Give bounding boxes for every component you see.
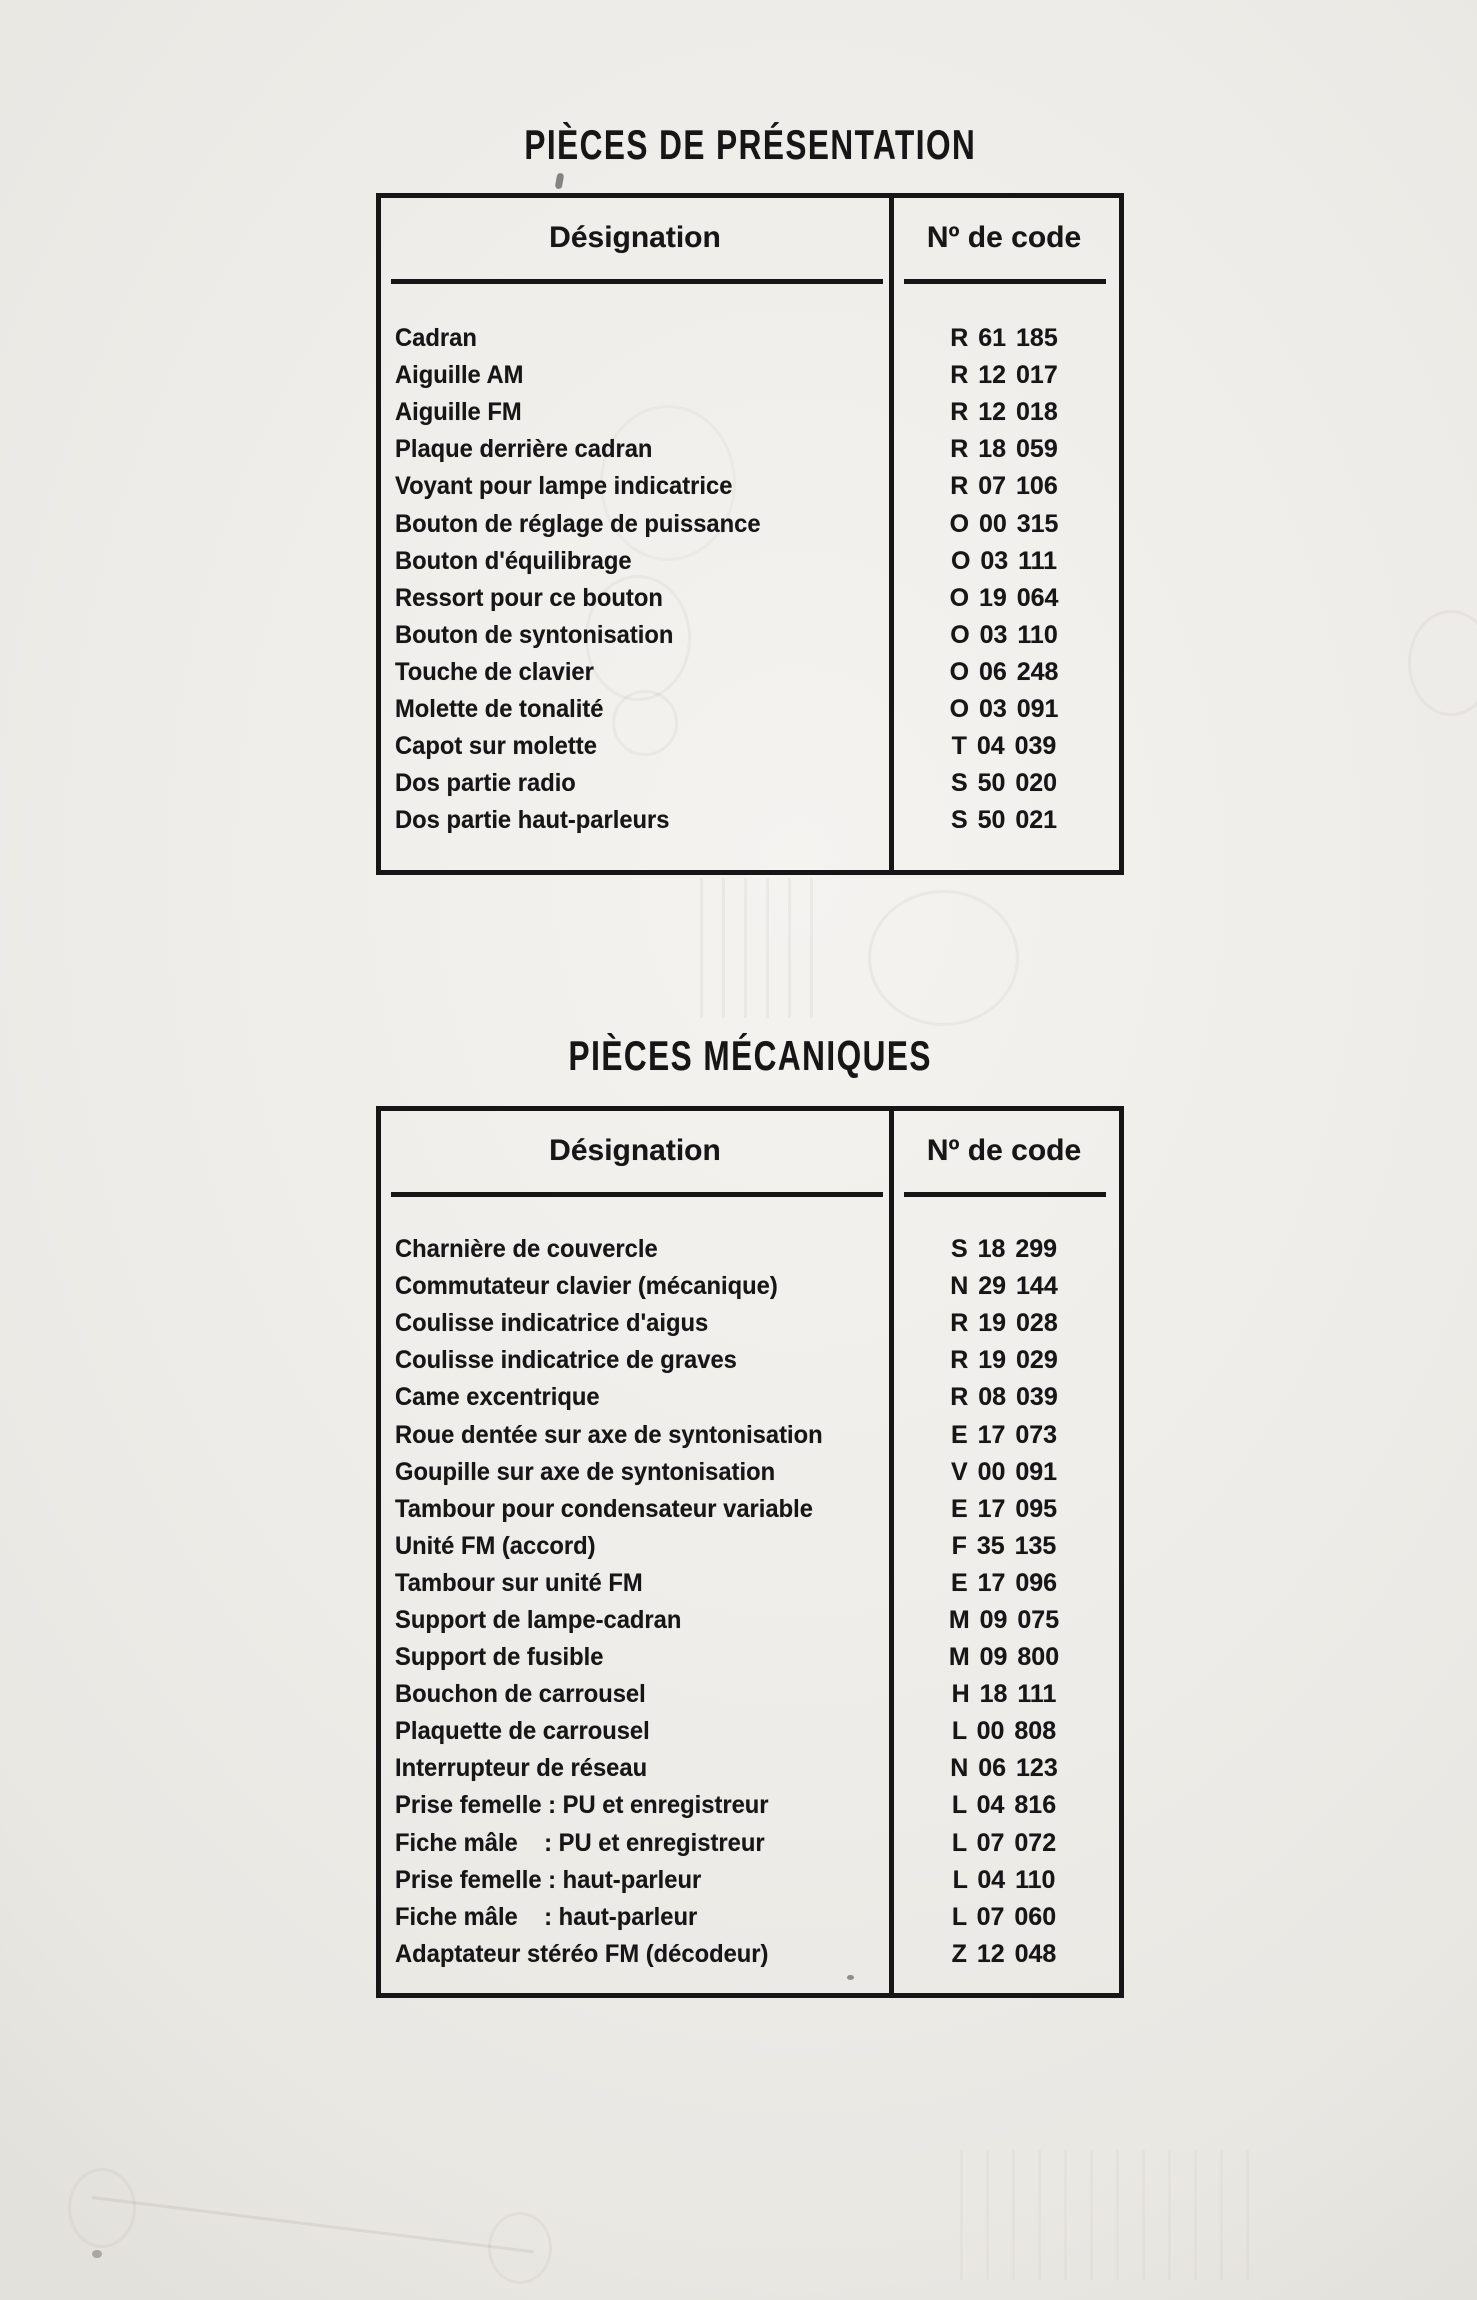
code-text: R 07 106 <box>950 472 1058 501</box>
table-row <box>381 431 1119 468</box>
code-cell <box>889 1606 1119 1635</box>
table-row <box>381 1936 1119 1973</box>
designation-cell <box>381 658 889 687</box>
table-row <box>381 394 1119 431</box>
table-header-row <box>381 1111 1119 1191</box>
code-cell <box>889 472 1119 501</box>
code-text: V 00 091 <box>950 1457 1058 1486</box>
table-row <box>381 1565 1119 1602</box>
table-row <box>381 1862 1119 1899</box>
table-row <box>381 1787 1119 1824</box>
designation-text: Support de lampe-cadran <box>395 1605 682 1634</box>
designation-cell <box>381 1383 889 1412</box>
table-row <box>381 654 1119 691</box>
designation-text: Fiche mâle : haut-parleur <box>395 1902 698 1931</box>
code-cell <box>889 584 1119 613</box>
code-text: O 06 248 <box>949 657 1059 686</box>
designation-cell <box>381 1235 889 1264</box>
code-cell <box>889 1346 1119 1375</box>
code-cell <box>889 398 1119 427</box>
code-cell <box>889 1458 1119 1487</box>
table-row <box>381 1825 1119 1862</box>
column-header-designation: Désignation <box>549 221 721 254</box>
table-row <box>381 1899 1119 1936</box>
designation-cell <box>381 1754 889 1783</box>
table-row <box>381 320 1119 357</box>
designation-cell <box>381 1903 889 1932</box>
code-cell <box>889 361 1119 390</box>
designation-text: Tambour sur unité FM <box>395 1568 643 1597</box>
code-text: E 17 096 <box>950 1568 1058 1597</box>
code-text: S 50 020 <box>950 769 1058 798</box>
code-cell <box>889 435 1119 464</box>
designation-cell <box>381 472 889 501</box>
parts-table <box>376 1106 1124 1998</box>
code-text: E 17 095 <box>950 1494 1058 1523</box>
designation-cell <box>381 361 889 390</box>
code-cell <box>889 1309 1119 1338</box>
code-cell <box>889 1569 1119 1598</box>
table-row <box>381 1454 1119 1491</box>
designation-text: Touche de clavier <box>395 657 594 686</box>
code-cell <box>889 695 1119 724</box>
table-row <box>381 1639 1119 1676</box>
code-cell <box>889 1829 1119 1858</box>
designation-text: Aiguille FM <box>395 398 522 427</box>
code-cell <box>889 324 1119 353</box>
header-rule-code <box>904 279 1106 284</box>
designation-cell <box>381 398 889 427</box>
designation-cell <box>381 1272 889 1301</box>
ghost-artifact <box>960 2150 1260 2280</box>
code-text: R 18 059 <box>950 435 1058 464</box>
code-text: R 12 018 <box>950 398 1058 427</box>
designation-cell <box>381 435 889 464</box>
designation-text: Coulisse indicatrice d'aigus <box>395 1309 709 1338</box>
designation-cell <box>381 1495 889 1524</box>
code-cell <box>889 547 1119 576</box>
table-row <box>381 1676 1119 1713</box>
column-header-code: Nº de code <box>926 1134 1082 1167</box>
designation-cell <box>381 1532 889 1561</box>
designation-cell <box>381 1606 889 1635</box>
code-text: L 07 060 <box>951 1902 1057 1931</box>
code-text: L 04 110 <box>952 1865 1056 1894</box>
designation-text: Unité FM (accord) <box>395 1531 596 1560</box>
code-text: R 19 029 <box>950 1346 1058 1375</box>
table-row <box>381 1379 1119 1416</box>
designation-cell <box>381 547 889 576</box>
code-cell <box>889 1866 1119 1895</box>
designation-cell <box>381 1829 889 1858</box>
code-text: F 35 135 <box>951 1531 1057 1560</box>
code-cell <box>889 1680 1119 1709</box>
designation-text: Plaque derrière cadran <box>395 435 653 464</box>
code-text: N 06 123 <box>950 1754 1058 1783</box>
code-cell <box>889 658 1119 687</box>
code-text: E 17 073 <box>950 1420 1058 1449</box>
designation-text: Came excentrique <box>395 1383 600 1412</box>
designation-text: Prise femelle : haut-parleur <box>395 1865 702 1894</box>
code-text: M 09 075 <box>948 1605 1060 1634</box>
code-cell <box>889 1940 1119 1969</box>
code-text: T 04 039 <box>951 732 1057 761</box>
designation-text: Bouton de réglage de puissance <box>395 509 761 538</box>
code-text: R 12 017 <box>950 361 1058 390</box>
table-row <box>381 468 1119 505</box>
table-rows <box>381 1231 1119 1973</box>
designation-text: Coulisse indicatrice de graves <box>395 1346 737 1375</box>
code-cell <box>889 806 1119 835</box>
designation-text: Support de fusible <box>395 1643 604 1672</box>
table-row <box>381 728 1119 765</box>
designation-cell <box>381 1717 889 1746</box>
table-row <box>381 357 1119 394</box>
code-cell <box>889 769 1119 798</box>
designation-cell <box>381 621 889 650</box>
designation-cell <box>381 1569 889 1598</box>
designation-cell <box>381 1421 889 1450</box>
designation-cell <box>381 769 889 798</box>
table-title <box>376 113 1124 177</box>
designation-cell <box>381 1309 889 1338</box>
table-row <box>381 617 1119 654</box>
designation-text: Commutateur clavier (mécanique) <box>395 1272 778 1301</box>
designation-cell <box>381 806 889 835</box>
designation-text: Fiche mâle : PU et enregistreur <box>395 1828 765 1857</box>
designation-text: Molette de tonalité <box>395 694 604 723</box>
code-cell <box>889 732 1119 761</box>
table-row <box>381 1713 1119 1750</box>
table-row <box>381 505 1119 542</box>
designation-text: Dos partie haut-parleurs <box>395 806 670 835</box>
parts-table <box>376 193 1124 875</box>
table-title <box>376 1024 1124 1088</box>
ghost-artifact <box>92 2196 534 2253</box>
table-rows <box>381 320 1119 839</box>
column-header-code: Nº de code <box>926 221 1082 254</box>
table-row <box>381 1342 1119 1379</box>
header-rule-code <box>904 1192 1106 1197</box>
table-header-row <box>381 198 1119 278</box>
designation-text: Voyant pour lampe indicatrice <box>395 472 733 501</box>
designation-text: Aiguille AM <box>395 361 524 390</box>
designation-text: Goupille sur axe de syntonisation <box>395 1457 776 1486</box>
designation-cell <box>381 1940 889 1969</box>
code-cell <box>889 1717 1119 1746</box>
code-text: R 08 039 <box>950 1383 1058 1412</box>
code-text: O 03 091 <box>949 694 1059 723</box>
designation-cell <box>381 1458 889 1487</box>
code-text: Z 12 048 <box>951 1939 1057 1968</box>
code-cell <box>889 1383 1119 1412</box>
designation-text: Capot sur molette <box>395 732 597 761</box>
designation-text: Tambour pour condensateur variable <box>395 1494 813 1523</box>
ink-speck <box>92 2250 102 2258</box>
code-cell <box>889 621 1119 650</box>
designation-text: Prise femelle : PU et enregistreur <box>395 1791 769 1820</box>
ghost-artifact <box>488 2212 552 2284</box>
designation-text: Bouchon de carrousel <box>395 1680 646 1709</box>
designation-text: Interrupteur de réseau <box>395 1754 648 1783</box>
table-row <box>381 691 1119 728</box>
code-text: L 00 808 <box>951 1717 1057 1746</box>
code-cell <box>889 1421 1119 1450</box>
code-cell <box>889 1643 1119 1672</box>
code-text: R 19 028 <box>950 1309 1058 1338</box>
table-title-text: PIÈCES DE PRÉSENTATION <box>524 121 976 168</box>
code-cell <box>889 1532 1119 1561</box>
ghost-artifact <box>700 878 820 1018</box>
designation-cell <box>381 1346 889 1375</box>
designation-text: Dos partie radio <box>395 769 576 798</box>
code-cell <box>889 1495 1119 1524</box>
header-rule-designation <box>391 1192 883 1197</box>
code-text: M 09 800 <box>948 1643 1060 1672</box>
header-rule-designation <box>391 279 883 284</box>
column-header-designation: Désignation <box>549 1134 721 1167</box>
code-cell <box>889 1754 1119 1783</box>
designation-text: Charnière de couvercle <box>395 1235 658 1264</box>
designation-cell <box>381 1643 889 1672</box>
table-row <box>381 1528 1119 1565</box>
code-text: R 61 185 <box>950 324 1058 353</box>
code-cell <box>889 1235 1119 1264</box>
table-row <box>381 1602 1119 1639</box>
designation-text: Cadran <box>395 324 477 353</box>
code-cell <box>889 1272 1119 1301</box>
designation-text: Bouton de syntonisation <box>395 620 674 649</box>
code-text: O 00 315 <box>949 509 1059 538</box>
code-text: O 19 064 <box>949 583 1059 612</box>
designation-cell <box>381 1866 889 1895</box>
designation-text: Adaptateur stéréo FM (décodeur) <box>395 1939 769 1968</box>
designation-text: Bouton d'équilibrage <box>395 546 632 575</box>
table-row <box>381 1491 1119 1528</box>
code-cell <box>889 510 1119 539</box>
code-cell <box>889 1791 1119 1820</box>
designation-cell <box>381 1680 889 1709</box>
table-row <box>381 802 1119 839</box>
code-text: H 18 111 <box>951 1680 1057 1709</box>
table-row <box>381 1231 1119 1268</box>
table-row <box>381 1268 1119 1305</box>
code-text: S 50 021 <box>950 806 1058 835</box>
designation-text: Roue dentée sur axe de syntonisation <box>395 1420 823 1449</box>
table-title-text: PIÈCES MÉCANIQUES <box>568 1032 932 1079</box>
table-row <box>381 1305 1119 1342</box>
designation-cell <box>381 732 889 761</box>
designation-cell <box>381 324 889 353</box>
table-row <box>381 580 1119 617</box>
ghost-artifact <box>68 2168 136 2248</box>
designation-cell <box>381 695 889 724</box>
table-row <box>381 543 1119 580</box>
designation-text: Plaquette de carrousel <box>395 1717 650 1746</box>
code-cell <box>889 1903 1119 1932</box>
code-text: O 03 111 <box>950 546 1058 575</box>
code-text: L 07 072 <box>951 1828 1057 1857</box>
designation-cell <box>381 510 889 539</box>
ghost-artifact <box>868 890 1019 1026</box>
table-row <box>381 1416 1119 1453</box>
table-row <box>381 1750 1119 1787</box>
code-text: N 29 144 <box>950 1272 1058 1301</box>
code-text: O 03 110 <box>950 620 1058 649</box>
table-row <box>381 765 1119 802</box>
designation-cell <box>381 584 889 613</box>
designation-text: Ressort pour ce bouton <box>395 583 663 612</box>
code-text: L 04 816 <box>951 1791 1057 1820</box>
designation-cell <box>381 1791 889 1820</box>
ghost-artifact <box>1408 610 1477 716</box>
code-text: S 18 299 <box>950 1235 1058 1264</box>
